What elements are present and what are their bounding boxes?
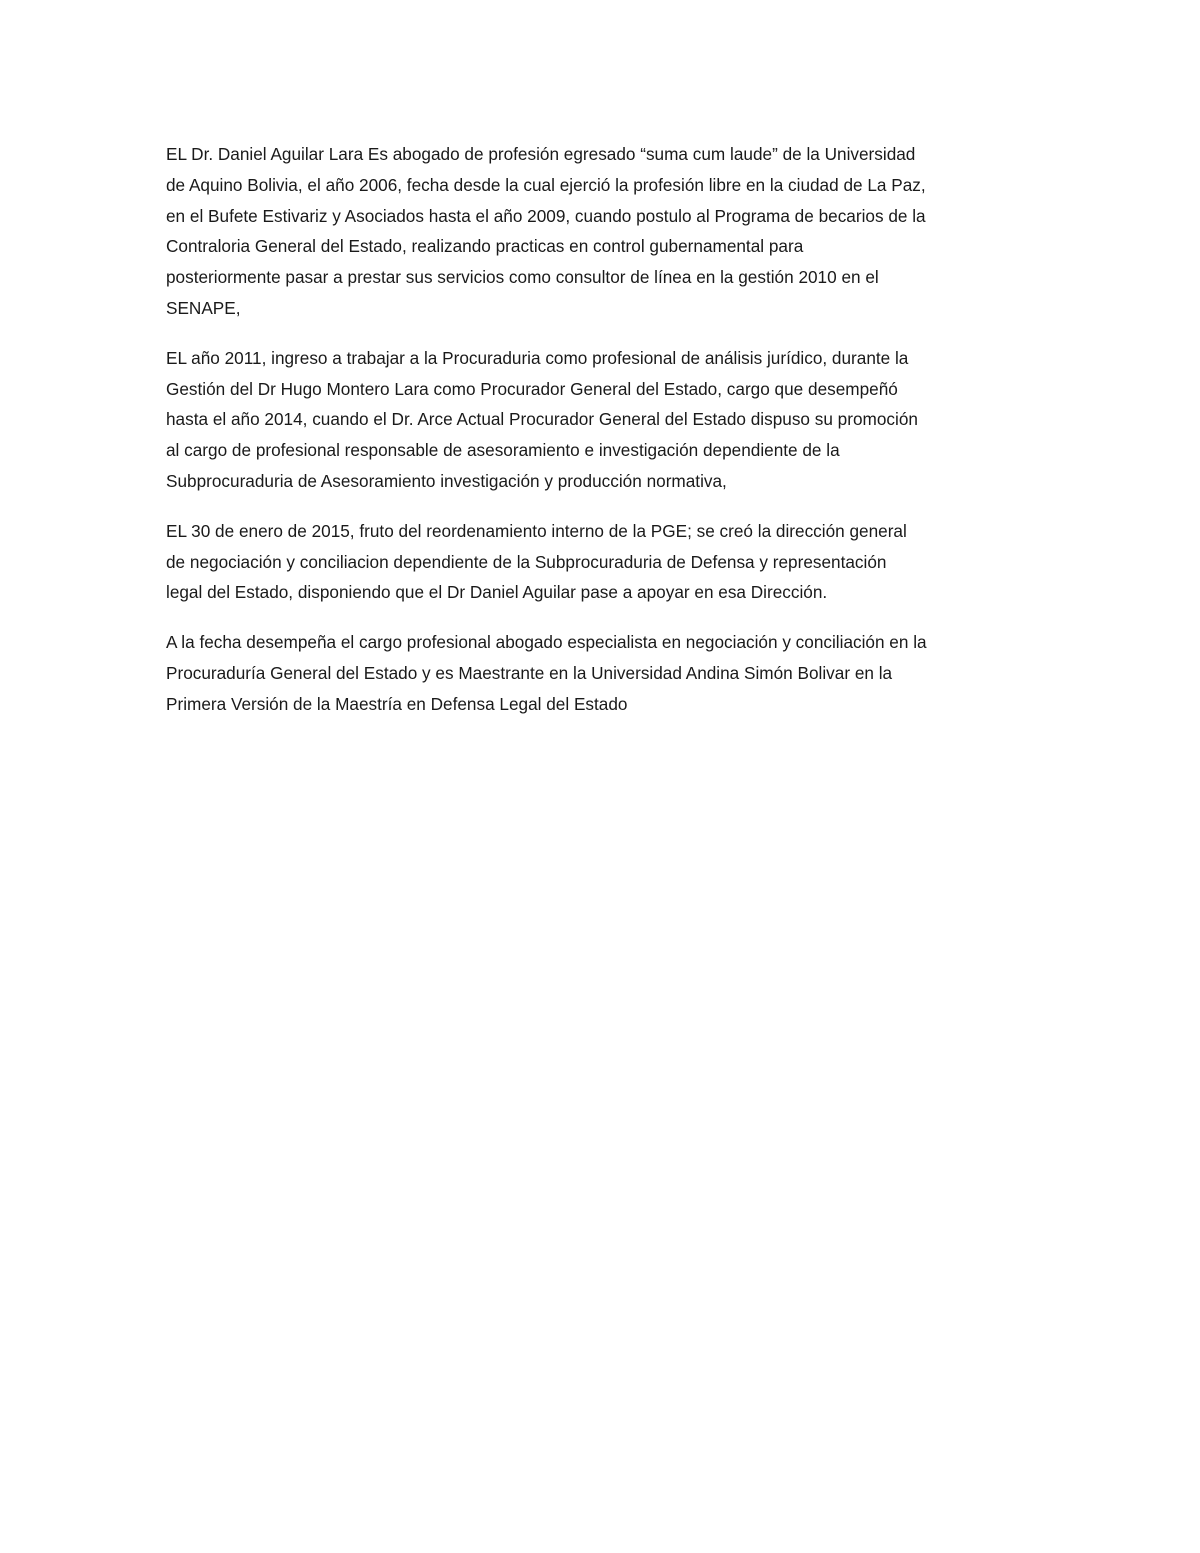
paragraph-procuraduria	[166, 343, 1046, 497]
paragraph-reorganization	[166, 516, 1046, 608]
text-line: EL 30 de enero de 2015, fruto del reordenamiento interno de la PGE; se creó la dirección general	[166, 520, 907, 541]
paragraph-education	[166, 139, 1046, 324]
document-body	[166, 139, 1046, 739]
paragraph-current-position	[166, 627, 1046, 719]
text-line: Primera Versión de la Maestría en Defensa Legal del Estado	[166, 693, 628, 714]
text-line: A la fecha desempeña el cargo profesional abogado especialista en negociación y conciliación en la	[166, 632, 927, 653]
text-line: de negociación y conciliacion dependiente de la Subprocuraduria de Defensa y representación	[166, 551, 887, 572]
text-line: Contraloria General del Estado, realizando practicas en control gubernamental para	[166, 236, 804, 257]
text-line: Gestión del Dr Hugo Montero Lara como Procurador General del Estado, cargo que desempeñó	[166, 378, 898, 399]
text-line: hasta el año 2014, cuando el Dr. Arce Actual Procurador General del Estado dispuso su promoción	[166, 409, 918, 430]
text-line: legal del Estado, disponiendo que el Dr Daniel Aguilar pase a apoyar en esa Dirección.	[166, 582, 828, 603]
text-line: SENAPE,	[166, 297, 241, 318]
text-line: EL Dr. Daniel Aguilar Lara Es abogado de profesión egresado “suma cum laude” de la Universidad	[166, 144, 916, 164]
text-line: posteriormente pasar a prestar sus servicios como consultor de línea en la gestión 2010 en el	[166, 267, 879, 288]
text-line: EL año 2011, ingreso a trabajar a la Procuraduria como profesional de análisis jurídico, durante la	[166, 347, 909, 368]
text-line: Procuraduría General del Estado y es Maestrante en la Universidad Andina Simón Bolivar en la	[166, 662, 893, 683]
text-line: al cargo de profesional responsable de asesoramiento e investigación dependiente de la	[166, 440, 840, 461]
text-line: Subprocuraduria de Asesoramiento investigación y producción normativa,	[166, 470, 727, 491]
text-line: en el Bufete Estivariz y Asociados hasta el año 2009, cuando postulo al Programa de becarios de la	[166, 205, 926, 226]
text-line: de Aquino Bolivia, el año 2006, fecha desde la cual ejerció la profesión libre en la ciudad de La Paz,	[166, 174, 926, 195]
